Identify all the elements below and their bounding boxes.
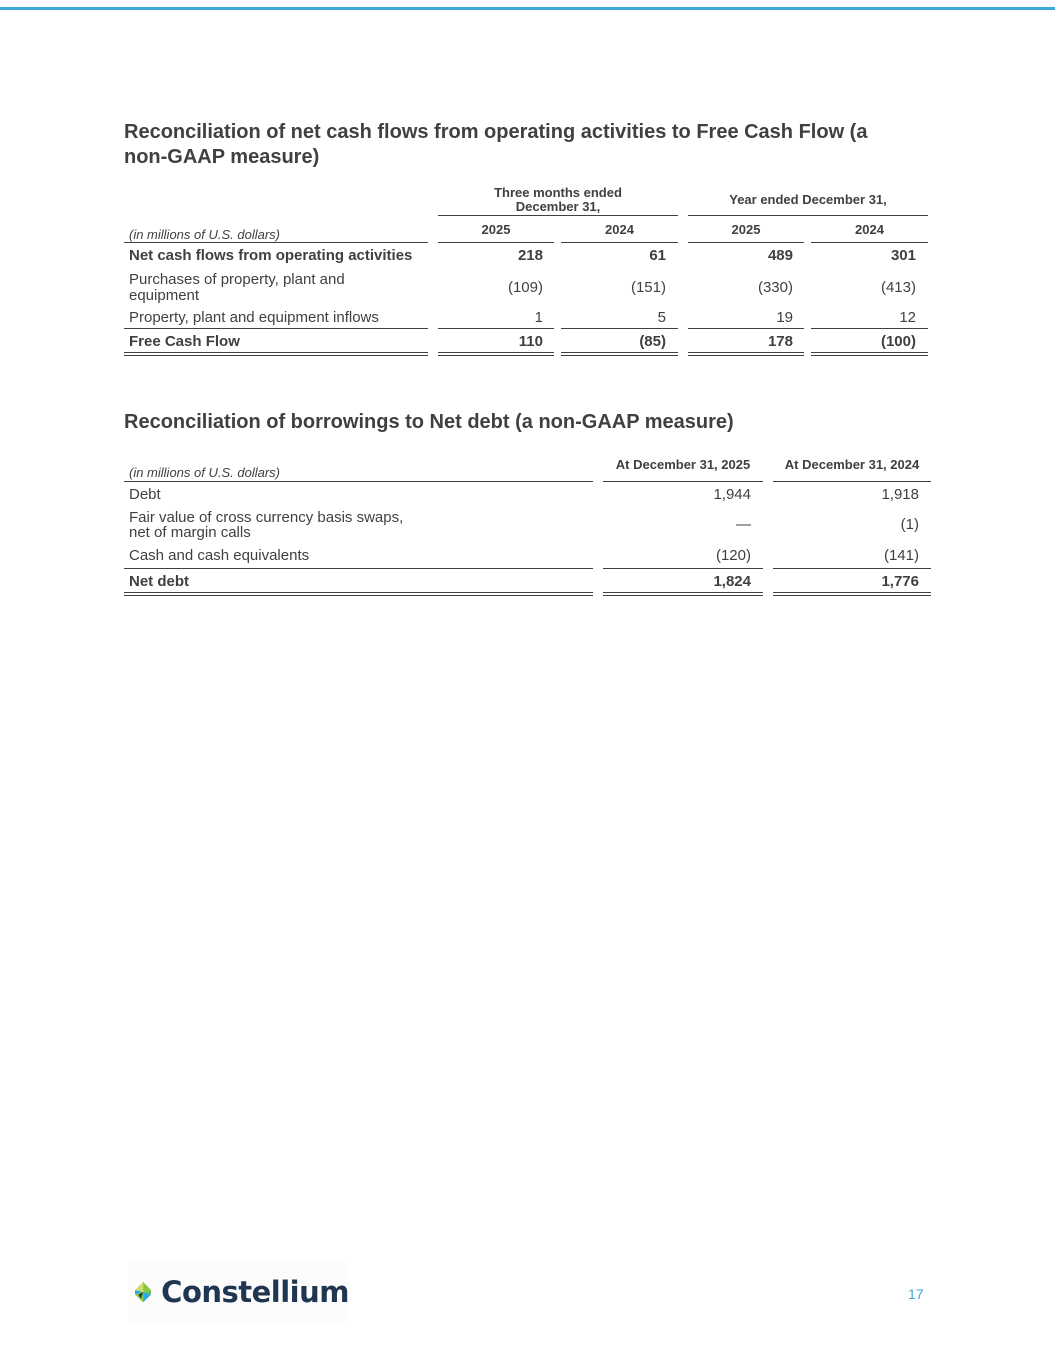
t1-year-col-2: 2024 bbox=[605, 222, 634, 237]
table1-title-line1: Reconciliation of net cash flows from operating activities to Free Cash Flow (a bbox=[124, 121, 868, 143]
t2-col-1-header: At December 31, 2025 bbox=[615, 457, 751, 472]
t2-header-rule-c2 bbox=[773, 481, 931, 482]
t2-col-2-header: At December 31, 2024 bbox=[784, 457, 920, 472]
t2-double-rule-c2 bbox=[773, 592, 931, 596]
t2-row-label: Fair value of cross currency basis swaps, bbox=[129, 509, 404, 526]
t2-units-label: (in millions of U.S. dollars) bbox=[129, 465, 280, 480]
t2-row-value: (120) bbox=[715, 547, 751, 564]
t1-row-label: Property, plant and equipment inflows bbox=[129, 309, 379, 326]
t1-header-rule-c1 bbox=[438, 242, 554, 243]
t1-row-label-continued: equipment bbox=[129, 287, 200, 304]
footer-logo bbox=[129, 1262, 349, 1322]
t1-header-rule-c2 bbox=[561, 242, 678, 243]
t1-double-rule-c4 bbox=[811, 352, 928, 356]
t2-row-value: — bbox=[736, 516, 751, 533]
page-number: 17 bbox=[908, 1286, 924, 1302]
t1-total-rule-c3 bbox=[688, 328, 804, 329]
t2-row-value: 1,944 bbox=[713, 486, 751, 503]
t1-group-three-months-line1: Three months ended bbox=[494, 185, 622, 200]
t1-double-rule-c1 bbox=[438, 352, 554, 356]
t2-row-label-continued: net of margin calls bbox=[129, 524, 251, 541]
t2-total-rule-label bbox=[124, 568, 593, 569]
t2-header-rule-label bbox=[124, 481, 593, 482]
t1-row-value: (85) bbox=[639, 333, 666, 350]
top-accent-rule bbox=[0, 7, 1055, 10]
t2-row-value: (141) bbox=[883, 547, 919, 564]
t1-row-value: (100) bbox=[880, 333, 916, 350]
t1-row-value: 1 bbox=[534, 309, 543, 326]
t1-total-rule-c1 bbox=[438, 328, 554, 329]
t1-year-col-1: 2025 bbox=[481, 222, 511, 237]
t1-total-rule-c2 bbox=[561, 328, 678, 329]
t1-row-value: (109) bbox=[507, 279, 543, 296]
t2-total-rule-c1 bbox=[603, 568, 763, 569]
t1-row-label: Net cash flows from operating activities bbox=[129, 247, 413, 264]
logo-wordmark: Constellium bbox=[161, 1275, 349, 1309]
t2-row-label: Cash and cash equivalents bbox=[129, 547, 310, 564]
t1-row-label: Free Cash Flow bbox=[129, 333, 240, 350]
t1-row-value: 61 bbox=[649, 247, 666, 264]
t2-row-label: Debt bbox=[129, 486, 161, 503]
t1-row-value: 110 bbox=[518, 333, 543, 350]
table1-title-line2: non-GAAP measure) bbox=[124, 146, 320, 168]
t2-double-rule-label bbox=[124, 592, 593, 596]
t1-row-value: 301 bbox=[890, 247, 916, 264]
t1-row-value: (151) bbox=[630, 279, 666, 296]
t2-header-rule-c1 bbox=[603, 481, 763, 482]
t1-total-rule-c4 bbox=[811, 328, 928, 329]
t2-row-value: 1,824 bbox=[713, 573, 751, 590]
t1-row-value: (330) bbox=[757, 279, 793, 296]
t1-row-value: 19 bbox=[776, 309, 793, 326]
t2-row-value: (1) bbox=[900, 516, 919, 533]
t1-group-underline-2 bbox=[688, 215, 928, 216]
constellium-logo-icon bbox=[135, 1268, 151, 1316]
t1-double-rule-c2 bbox=[561, 352, 678, 356]
t2-double-rule-c1 bbox=[603, 592, 763, 596]
t1-group-three-months-line2: December 31, bbox=[515, 199, 601, 214]
t2-total-rule-c2 bbox=[773, 568, 931, 569]
t1-header-rule-c4 bbox=[811, 242, 928, 243]
t1-header-rule-c3 bbox=[688, 242, 804, 243]
t1-header-rule-label bbox=[124, 242, 428, 243]
t1-row-value: 5 bbox=[657, 309, 666, 326]
t1-row-value: 218 bbox=[517, 247, 543, 264]
t1-double-rule-label bbox=[124, 352, 428, 356]
t1-row-value: 489 bbox=[767, 247, 793, 264]
t1-row-value: 178 bbox=[767, 333, 793, 350]
t2-row-label: Net debt bbox=[129, 573, 189, 590]
t1-row-value: 12 bbox=[899, 309, 916, 326]
t1-group-underline-1 bbox=[438, 215, 678, 216]
t1-year-col-3: 2025 bbox=[731, 222, 761, 237]
t1-units-label: (in millions of U.S. dollars) bbox=[129, 227, 280, 242]
t2-row-value: 1,776 bbox=[881, 573, 919, 590]
t2-row-value: 1,918 bbox=[881, 486, 919, 503]
t1-total-rule-label bbox=[124, 328, 428, 329]
table2-title: Reconciliation of borrowings to Net debt (a non-GAAP measure) bbox=[124, 411, 734, 433]
t1-year-col-4: 2024 bbox=[855, 222, 884, 237]
t1-row-value: (413) bbox=[880, 279, 916, 296]
t1-row-label: Purchases of property, plant and bbox=[129, 271, 345, 288]
t1-double-rule-c3 bbox=[688, 352, 804, 356]
t1-group-year: Year ended December 31, bbox=[729, 192, 887, 207]
